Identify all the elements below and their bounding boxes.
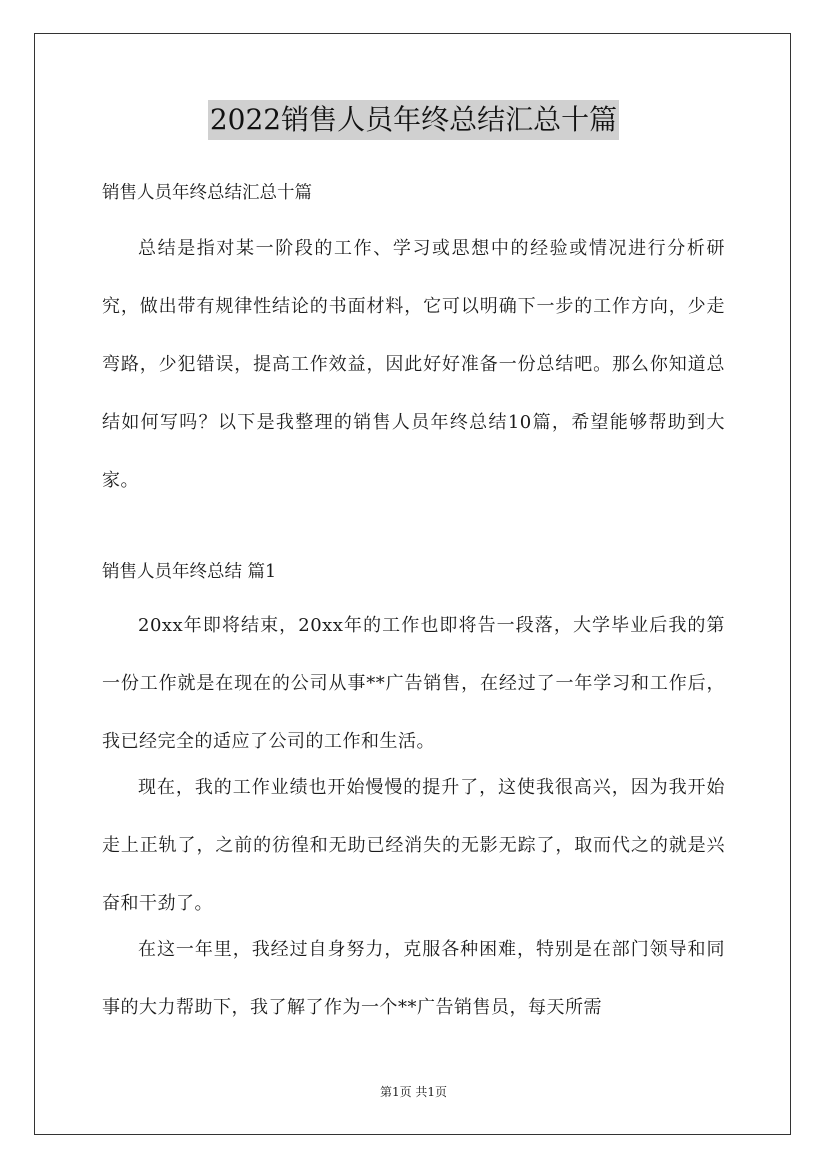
- page-footer: 第1页 共1页: [379, 1085, 448, 1099]
- document-title: 2022销售人员年终总结汇总十篇: [208, 100, 619, 140]
- document-subtitle: 销售人员年终总结汇总十篇: [102, 183, 312, 203]
- body-paragraph-2: 现在，我的工作业绩也开始慢慢的提升了，这使我很高兴，因为我开始走上正轨了，之前的彷徨和无助已经消失的无影无踪了，取而代之的就是兴奋和干劲了。: [102, 777, 725, 914]
- section-heading: 销售人员年终总结 篇1: [102, 562, 277, 582]
- title-wrap: [0, 100, 827, 140]
- intro-paragraph: 总结是指对某一阶段的工作、学习或思想中的经验或情况进行分析研究，做出带有规律性结论的书面材料，它可以明确下一步的工作方向，少走弯路，少犯错误，提高工作效益，因此好好准备一份总结吧。那么你知道总结如何写吗？以下是我整理的销售人员年终总结10篇，希望能够帮助到大家。: [102, 238, 725, 491]
- body-paragraph-1: 20xx年即将结束，20xx年的工作也即将告一段落，大学毕业后我的第一份工作就是在现在的公司从事**广告销售，在经过了一年学习和工作后，我已经完全的适应了公司的工作和生活。: [102, 615, 725, 752]
- body-paragraph-3: 在这一年里，我经过自身努力，克服各种困难，特别是在部门领导和同事的大力帮助下，我了解了作为一个**广告销售员，每天所需: [102, 939, 725, 1018]
